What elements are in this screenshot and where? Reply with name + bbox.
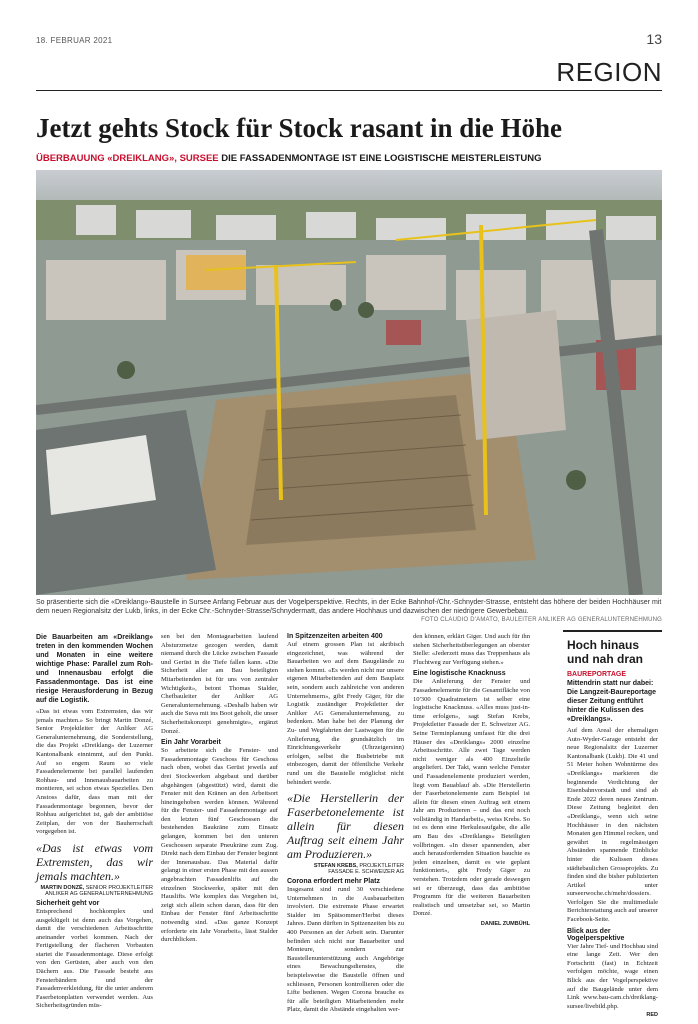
- kicker-subtitle: DIE FASSADENMONTAGE IST EINE LOGISTISCHE MEISTERLEISTUNG: [221, 153, 542, 164]
- header-rule: [36, 90, 662, 91]
- article-column-3: [287, 633, 404, 1015]
- quote-2-source: [287, 863, 404, 875]
- subheading-spitzenzeiten: In Spitzenzeiten arbeiten 400: [287, 633, 383, 640]
- subheading-corona: Corona erfordert mehr Platz: [287, 878, 380, 886]
- quote-1-name: MARTIN DONZÉ,: [40, 884, 85, 891]
- col2-paragraph-2: So arbeitete sich die Fenster- und Fassadenmontage Geschoss für Geschoss nach oben, wobei das Gerüst jeweils auf drei Stockwerken abgebaut und darüber abgehängen (abgestützt) wird, damit die Fenster mit den Kränen an den Arbeitsort hineingehoben werden können. Während für die Fenster- und Fassadenmontage auf den letzten fünf Geschossen die bestehenden Baukräne zum Einsatz gelangen, kommen bei den unteren Geschossen separate Pneukräne zum Zug. Direkt nach dem Einbau der Fenster beginnt der Innenausbau. Das Material dafür gelangt in einer ersten Phase mit den aussen angebrachten Fassadenlifts auf die einzelnen Stockwerke, später mit den Hauslifts. Wie komplex das Vorgehen ist, zeigt sich allein schon daran, dass für den Einbau der Fenster fünf Arbeitsschritte notwendig sind. «Das ganze Konzept erforderte ein Jahr Vorarbeit», lässt Stalder durchblicken.: [161, 747, 278, 944]
- article-column-1: [36, 633, 153, 1011]
- pull-quote-1: «Das ist etwas vom Extremsten, das wir jemals machten.»: [36, 840, 153, 883]
- section-title: REGION: [556, 57, 662, 87]
- box-lead-label: BAUREPORTAGE: [567, 671, 626, 678]
- quote-2-role: PROJEKTLEITER FASSADE E. SCHWEIZER AG: [328, 863, 404, 876]
- box-paragraph-2: Vier Jahre Tief- und Hochbau sind eine lange Zeit. Wer den Fortschritt (fast) in Echtzeit verfolgen möchte, wage einen Blick aus der Vogelperspektive auf die Baugelände unter dem Link www.bau-cam.ch/dreiklang-sursee/livebild.php.: [567, 942, 658, 1010]
- box-lead: [567, 670, 658, 724]
- col4-paragraph-2: Die Anlieferung der Fenster und Fassadenelemente für die Gesamtfläche von 10'300 Quadratmetern ist selber eine logistische Knacknuss. «Alles muss just-in-time erfolgen», sagt Stefan Krebs, Projektleiter Fassade der E. Schweizer AG. Seine Terminplanung umfasst für die drei Häuser des «Dreiklangs» 2000 einzelne Arbeitsschritte. Alle zwei Tage werden nicht weniger als 400 Einzelteile angeliefert. Der Takt, wann welche Fenster und Fassadenelemente produziert werden, liegt vom Bauablauf ab. «Die Herstellerin der Faserbetonelemente zum Beispiel ist allein für diesen einen Auftrag seit einem Jahr am Produzieren – und das erst noch vollständig in Handarbeit», weiss Krebs. So ist es denn eine Herkulesaufgabe, die alle am Bau des «Dreiklangs» Beteiligten vollbringen. «In dieser spannenden, aber auch herausfordernden Situation bauchte es jeden einzelnen, damit es wie geplant funktioniert», gibt Fredy Giger zu verstehen. Trotzdem oder gerade deswegen sei er überzeugt, dass das ambitiöse Programm für die weiteren Bauarbeiten realistisch und umsetzbar sei, so Martin Donzé.: [413, 678, 530, 918]
- box-title: Hoch hinaus und nah dran: [567, 638, 643, 666]
- article-byline: DANIEL ZUMBÜHL: [480, 921, 530, 927]
- aerial-construction-photo: [36, 170, 662, 595]
- article-kicker: [36, 153, 542, 164]
- page-number: 13: [646, 31, 662, 47]
- box-lead-text: Mittendrin statt nur dabei: Die Langzeit-Baureportage dieser Zeitung entführt hinter die Kulissen des «Dreiklangs».: [567, 680, 657, 723]
- info-box: [563, 630, 662, 1019]
- col3-paragraph-1: Auf einem grossen Plan ist akribisch eingezeichnet, was während der Bauarbeiten wo auf dem Baugelände zu stehen kommt. «Es werden nicht nur unsere eigenen Mitarbeitenden auf dem Bauplatz sein, sondern auch zahlreiche von anderen Unternehmern», gibt Fredy Giger, für die Logistik zuständiger Projektleiter der Anliker AG Generalunternehmung, zu bedenken. Man habe bei der Planung der Zu- und Wegfahrten der Lastwagen für die Anlieferung, die grundsätzlich im Einrichtungsverkehr (Uhrzeigersinn) erfolgen, selbst die Busbetriebe mit einbezogen, damit der öffentliche Verkehr rund um die Baustelle möglichst nicht behindert werde.: [287, 641, 404, 786]
- box-signature: RED: [646, 1012, 658, 1019]
- col3-paragraph-2: Insgesamt sind rund 30 verschiedene Unternehmen in die Ausbauarbeiten involviert. Die extremste Phase erwartet Stalder im Spätsommer/Herbst dieses Jahres. Dann dürften in Spitzenzeiten bis zu 400 Personen an der Arbeit sein. Darunter befinden sich nicht nur Bauarbeiter und Monteure, sondern zur Baustellenunterstützung auch Angehörige eines Bewachungsdienstes, die beispielsweise die Baustelle öffnen und schliessen, Personen kontrollieren oder die Lifte bedienen. Wegen Corona brauche es für alle beteiligten Mitarbeitenden mehr Platz, damit die Abstände eingehalten wer-: [287, 886, 404, 1014]
- issue-date: 18. FEBRUAR 2021: [36, 36, 113, 45]
- col2-paragraph-1: sen bei den Montagearbeiten laufend Absturzmetze gezogen werden, damit niemand durch die Lücke zwischen Fassade und Gerüst in die Tiefe fallen kann. «Die Sicherheit aller am Bau beteiligten Mitarbeitenden ist für uns von zentraler Wichtigkeit», betont Thomas Stalder, Chefbauleiter der Anliker AG Generalunternehmung. «Deshalb haben wir auch die Suva mit ins Boot geholt, die unser Sicherheitskonzept genehmigte», ergänzt Donzé.: [161, 633, 278, 735]
- subheading-knacknuss: Eine logistische Knacknuss: [413, 670, 506, 678]
- box-paragraph-1: Auf dem Areal der ehemaligen Auto-Wyder-Garage entsteht der neue Regionalsitz der Luzerner Kantonalbank (Lukb). Die 41 und 51 Meter hohen Wohntürme des «Dreiklangs» markieren die beginnende Verdichtung der Eisenbahnvorstadt und sind ab Ende 2022 deren neues Zentrum. Diese Zeitung begleitet den «Dreiklang», wenn sich seine Hochhäuser in den nächsten Monaten gen Himmel recken, und gewährt in regelmässigen Abständen spannende Einblicke hinter die Kulissen dieses städtebaulichen Grossprojekts. Zu finden sind die bisher publizierten Artikel unter surseerwoche.ch/mehr/dossiers. Verfolgen Sie die multimediale Berichterstattung auch auf unserer Facebook-Seite.: [567, 727, 658, 924]
- article-lead: Die Bauarbeiten am «Dreiklang» treten in den kommenden Wochen und Monaten in eine weitere wichtige Phase: Parallel zum Roh- und Innenausbau erfolgt die Fassadenmontage. Das ist eine riesige Herausforderung in Bezug auf die Logistik.: [36, 634, 153, 704]
- pull-quote-2: «Die Herstellerin der Faserbetonelemente ist allein für diesen Auftrag seit einem Jahr am Produzieren.»: [287, 791, 404, 862]
- quote-1-source: [36, 885, 153, 897]
- col1-paragraph-2: Entsprechend hochkomplex und ausgeklügelt ist denn auch das Vorgehen, damit die verschiedenen Arbeitsschritte aneinander vorbei kommen. Nach der Fertigstellung der flacheren Vorbauten startet die Fassadenmontage. Diese erfolgt von den Gerüsten, aber auch von den Dächern aus. Die Fassade besteht aus Fensterbändern und der Fassadenverkleidung, für die unter anderem Faserbetonplatten verwendet werden. Aus Sicherheitsgründen müs-: [36, 907, 153, 1010]
- article-column-4: [413, 633, 530, 927]
- kicker-topic: ÜBERBAUUNG «DREIKLANG», SURSEE: [36, 153, 219, 164]
- photo-caption: [36, 598, 662, 625]
- subheading-sicherheit: Sicherheit geht vor: [36, 899, 100, 907]
- caption-text: So präsentierte sich die «Dreiklang»-Baustelle in Sursee Anfang Februar aus der Vogelperspektive. Rechts, in der Ecke Bahnhof-/Chr.-Schnyder-Strasse, entsteht das höhere der beiden Hochhäuser mit dem neuen Regionalsitz der Lukb, links, in der Ecke Chr.-Schnyder-Strasse/Schnydermatt, das andere Hochhaus und dazwischen der niedrigere Gewerbebau.: [36, 599, 662, 615]
- article-headline: Jetzt gehts Stock für Stock rasant in die Höhe: [36, 113, 562, 143]
- box-subheading: Blick aus der Vogelperspektive: [567, 927, 625, 942]
- subheading-vorarbeit: Ein Jahr Vorarbeit: [161, 739, 221, 747]
- col4-paragraph-1: den können, erklärt Giger. Und auch für ihn stehen Sicherheitsüberlegungen an oberster Stelle: «Jederzeit muss das Treppenhaus als Fluchtweg zur Verfügung stehen.»: [413, 633, 530, 666]
- quote-1-role: SENIOR PROJEKTLEITER ANLIKER AG GENERALUNTERNEHMUNG: [45, 884, 153, 897]
- photo-credit: FOTO CLAUDIO D'AMATO, BAULEITER ANLIKER AG GENERALUNTERNEHMUNG: [421, 617, 662, 623]
- col1-paragraph-1: «Das ist etwas vom Extremsten, das wir jemals machten.» So bringt Martin Donzé, Senior Projektleiter der Anliker AG Generalunternehmung, die Sonderstellung, die das Projekt «Dreiklang» der Luzerner Kantonalbank einnimmt, auf den Punkt. Auf so engem Raum so viele Fassadenelemente bei parallel laufenden Rohbau- und Innenausbauarbeiten zu montieren, sei schon etwas Spezielles. Den Anstoss dafür, dass man mit der Fassadenmontage begonnen, bevor der Rohbau aufgerichtet ist, gab der ambitiöse Zeitplan, der von der Bauherrschaft vorgegeben ist.: [36, 708, 153, 836]
- article-column-2: [161, 633, 278, 945]
- quote-2-name: STEFAN KREBS,: [313, 863, 358, 870]
